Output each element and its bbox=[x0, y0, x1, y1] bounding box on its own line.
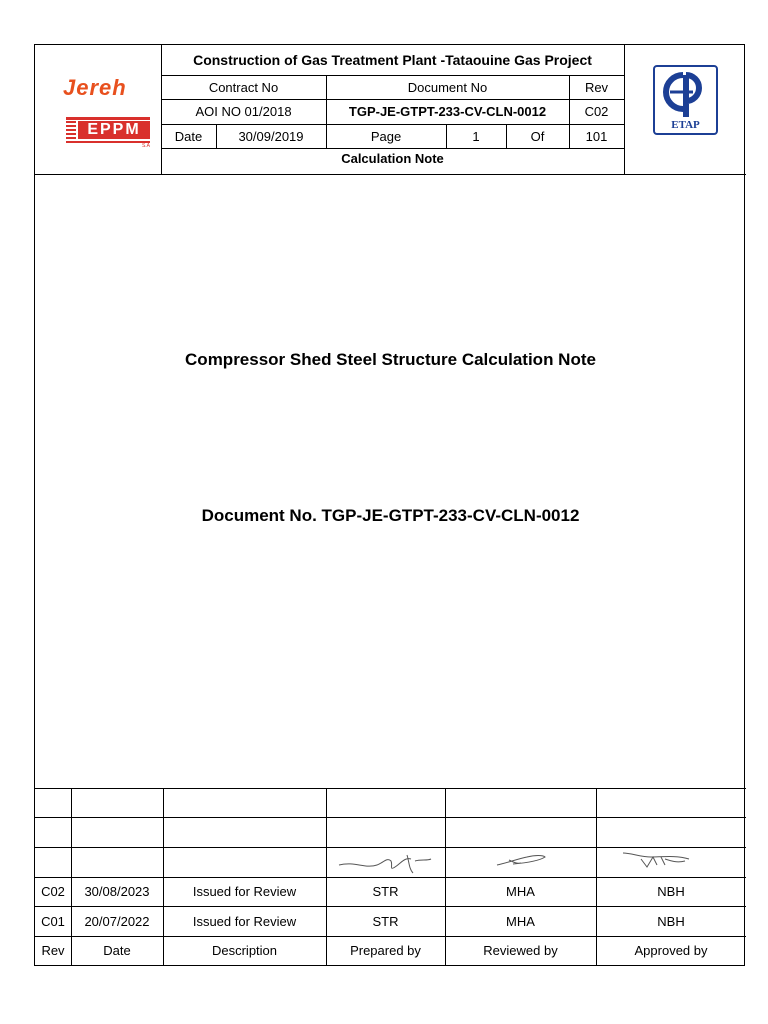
document-number-title: Document No. TGP-JE-GTPT-233-CV-CLN-0012 bbox=[201, 506, 580, 525]
date-cell: 20/07/2022 bbox=[84, 913, 150, 929]
eppm-logo: EPPM S.A bbox=[66, 117, 150, 147]
jereh-logo: Jereh bbox=[63, 75, 127, 100]
description-column-header: Description bbox=[211, 943, 278, 958]
of-label: Of bbox=[530, 128, 545, 144]
project-title: Construction of Gas Treatment Plant -Tataouine Gas Project bbox=[193, 52, 592, 68]
prepared-cell: STR bbox=[372, 913, 399, 929]
logo-divider-right bbox=[624, 45, 625, 174]
reviewed-column-header: Reviewed by bbox=[483, 943, 558, 958]
page-label: Page bbox=[370, 128, 402, 144]
reviewed-cell: MHA bbox=[506, 884, 535, 899]
date-value: 30/09/2019 bbox=[238, 128, 304, 144]
prepared-cell: STR bbox=[372, 884, 399, 899]
date-column-header: Date bbox=[103, 943, 131, 958]
contract-value: AOI NO 01/2018 bbox=[195, 104, 292, 119]
reviewed-signature-icon bbox=[495, 851, 547, 869]
rev-cell: C02 bbox=[41, 884, 65, 899]
document-main-title: Compressor Shed Steel Structure Calculation Note bbox=[185, 350, 596, 369]
document-label: Document No bbox=[407, 79, 488, 95]
description-cell: Issued for Review bbox=[192, 884, 297, 899]
prepared-column-header: Prepared by bbox=[350, 943, 421, 958]
header-bottom-border bbox=[35, 174, 746, 175]
date-cell: 30/08/2023 bbox=[84, 884, 150, 899]
rev-value: C02 bbox=[584, 104, 609, 119]
description-cell: Issued for Review bbox=[192, 913, 297, 929]
contract-label: Contract No bbox=[208, 79, 279, 95]
prepared-signature-icon bbox=[335, 851, 435, 875]
approved-cell: NBH bbox=[657, 884, 685, 899]
approved-cell: NBH bbox=[657, 913, 685, 929]
rev-cell: C01 bbox=[41, 913, 65, 929]
note-type: Calculation Note bbox=[341, 150, 444, 166]
etap-logo: ETAP bbox=[653, 65, 718, 135]
rev-column-header: Rev bbox=[41, 943, 65, 958]
date-label: Date bbox=[174, 128, 203, 144]
approved-column-header: Approved by bbox=[634, 943, 708, 958]
of-value: 101 bbox=[585, 128, 608, 144]
rev-label: Rev bbox=[584, 79, 609, 95]
document-value: TGP-JE-GTPT-233-CV-CLN-0012 bbox=[348, 104, 547, 119]
approved-signature-icon bbox=[621, 849, 691, 871]
reviewed-cell: MHA bbox=[506, 913, 535, 929]
page-value: 1 bbox=[472, 128, 480, 144]
document-frame bbox=[34, 44, 745, 966]
